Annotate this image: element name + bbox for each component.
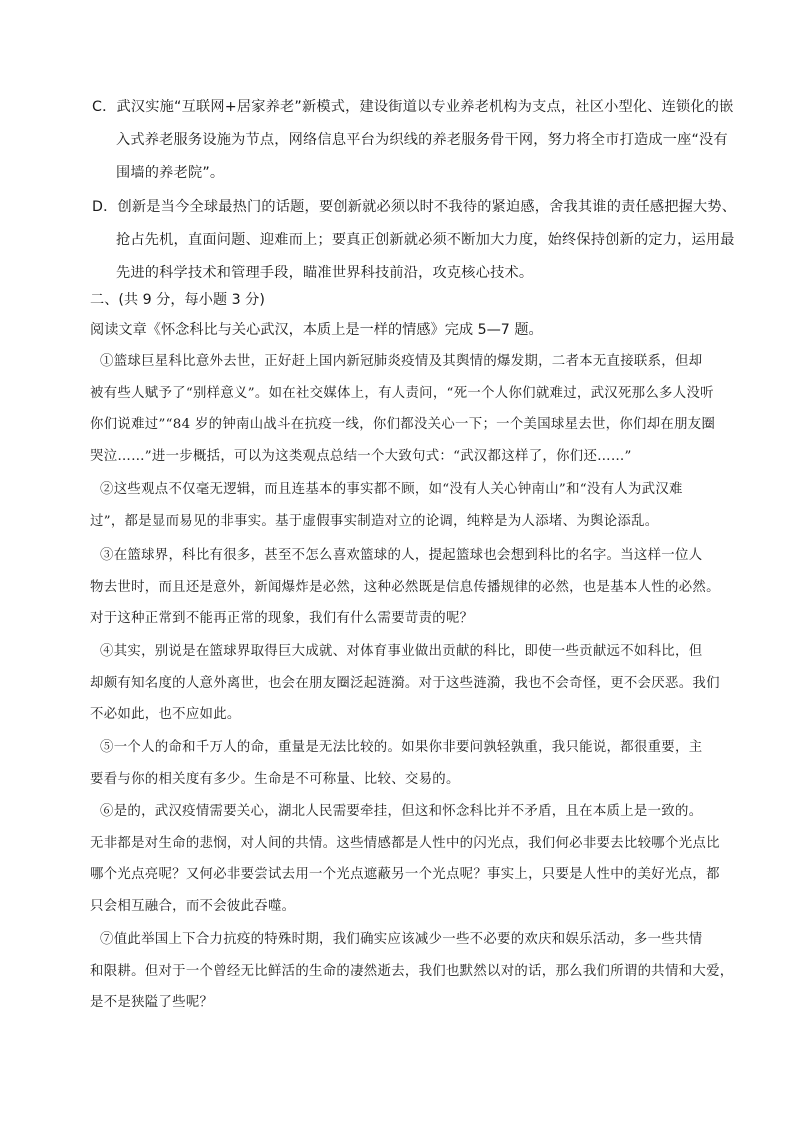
paragraph-line: ①篮球巨星科比意外去世，正好赶上国内新冠肺炎疫情及其舆情的爆发期，二者本无直接联系，但却 [100, 354, 703, 369]
paragraph-line: ⑤一个人的命和千万人的命，重量是无法比较的。如果你非要问孰轻孰重，我只能说，都很重要，主 [100, 740, 703, 755]
article-paragraph-5 [90, 732, 730, 795]
paragraph-line: 哭泣……”进一步概括，可以为这类观点总结一个大致句式：“武汉都这样了，你们还……” [90, 448, 632, 464]
option-line: D．创新是当今全球最热门的话题，要创新就必须以时不我待的紧迫感，舍我其谁的责任感把握大势、 [92, 199, 737, 215]
article-paragraph-4 [90, 636, 730, 731]
paragraph-line: ⑥是的，武汉疫情需要关心，湖北人民需要牵挂，但这和怀念科比并不矛盾，且在本质上是一致的。 [100, 804, 703, 819]
paragraph-line: 是不是狭隘了些呢？ [90, 995, 214, 1010]
paragraph-line: 无非都是对生命的悲悯，对人间的共情。这些情感都是人性中的闪光点，我们何必非要去比较哪个光点比 [90, 835, 720, 851]
paragraph-line: 只会相互融合，而不会彼此吞噬。 [90, 898, 296, 914]
paragraph-line: 你们说难过”“84 岁的钟南山战斗在抗疫一线，你们都没关心一下；一个美国球星去世，你们却在朋友圈 [90, 417, 716, 432]
article-paragraph-1 [90, 346, 730, 472]
option-line: 围墙的养老院”。 [116, 165, 225, 181]
article-paragraph-7 [90, 924, 734, 1019]
option-c [92, 91, 732, 190]
paragraph-line: ③在篮球界，科比有很多，甚至不怎么喜欢篮球的人，提起篮球也会想到科比的名字。当这样一位人 [100, 548, 703, 563]
section-heading: 二、(共 9 分，每小题 3 分) [90, 292, 265, 308]
paragraph-line: 哪个光点亮呢？又何必非要尝试去用一个光点遮蔽另一个光点呢？事实上，只要是人性中的美好光点，都 [90, 867, 720, 882]
article-paragraph-6 [90, 796, 730, 922]
section-instruction: 阅读文章《怀念科比与关心武汉，本质上是一样的情感》完成 5—7 题。 [90, 322, 543, 338]
paragraph-line: 被有些人赋予了“别样意义”。如在社交媒体上，有人责问，“死一个人你们就难过，武汉死那么多人没听 [90, 385, 714, 401]
option-line: 抢占先机，直面问题、迎难而上；要真正创新就必须不断加大力度，始终保持创新的定力，运用最 [116, 232, 735, 248]
paragraph-line: ②这些观点不仅毫无逻辑，而且连基本的事实都不顾，如“没有人关心钟南山”和“没有人为武汉难 [100, 482, 683, 497]
option-line: 入式养老服务设施为节点，网络信息平台为织线的养老服务骨干网，努力将全市打造成一座“没有 [116, 132, 728, 148]
option-d [92, 191, 737, 290]
paragraph-line: ④其实，别说是在篮球界取得巨大成就、对体育事业做出贡献的科比，即使一些贡献远不如科比，但 [100, 644, 703, 659]
paragraph-line: 和限耕。但对于一个曾经无比鲜活的生命的凄然逝去，我们也默然以对的话，那么我们所谓的共情和大爱， [90, 963, 734, 979]
paragraph-line: 要看与你的相关度有多少。生命是不可称量、比较、交易的。 [90, 771, 460, 787]
paragraph-line: 过”，都是显而易见的非事实。基于虚假事实制造对立的论调，纯粹是为人添堵、为舆论添乱。 [90, 513, 659, 529]
paragraph-line: 不必如此，也不应如此。 [90, 707, 241, 722]
paragraph-line: ⑦值此举国上下合力抗疫的特殊时期，我们确实应该减少一些不必要的欢庆和娱乐活动，多一些共情 [100, 932, 703, 947]
article-paragraph-3 [90, 540, 730, 635]
option-line: C．武汉实施“互联网+居家养老”新模式，建设街道以专业养老机构为支点，社区小型化、连锁化的嵌 [92, 99, 734, 115]
option-line: 先进的科学技术和管理手段，瞄准世界科技前沿，攻克核心技术。 [116, 265, 534, 281]
article-paragraph-2 [90, 474, 730, 537]
paragraph-line: 却颇有知名度的人意外离世，也会在朋友圈泛起涟漪。对于这些涟漪，我也不会奇怪，更不会厌恶。我们 [90, 675, 720, 691]
paragraph-line: 对于这种正常到不能再正常的现象，我们有什么需要苛责的呢？ [90, 611, 474, 626]
paragraph-line: 物去世时，而且还是意外，新闻爆炸是必然，这种必然既是信息传播规律的必然，也是基本人性的必然。 [90, 579, 720, 595]
